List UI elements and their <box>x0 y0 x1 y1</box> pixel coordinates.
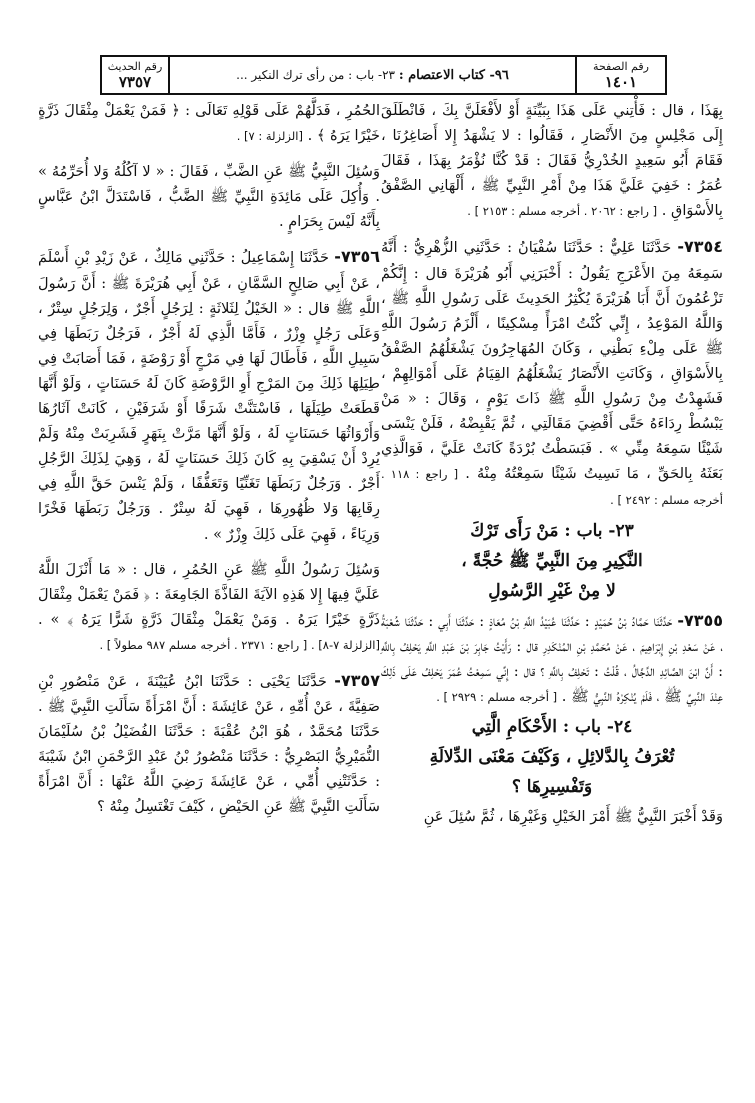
hadith-number-label: رقم الحديث <box>107 60 163 73</box>
hadith-text: حَدَّثَنَا حَمَّادُ بْنُ حُمَيْدٍ : حَدَّثَنَا عُبَيْدُ اللَّهِ بْنُ مُعَاذٍ : حَدَّثَنَا أَبِي : حَدَّثَنَا شُعْبَةُ ، عَنْ سَعْدِ بْنِ إِبْرَاهِيمَ ، عَنْ مُحَمَّدِ بْنِ المُنْكَدِرِ قال : رَأَيْتُ جَابِرَ بْنَ عَبْدِ اللَّهِ يَحْلِفُ بِاللَّهِ : أَنَّ ابْنَ الصَّائِدِ الدَّجَّالُ ، قُلْتُ : تَحْلِفُ بِاللَّهِ ؟ قال : إِنِّي سَمِعْتُ عُمَرَ يَحْلِفُ عَلَى ذَلِكَ عِنْدَ النَّبِيِّ ﷺ ، فَلَمْ يُنْكِرْهُ النَّبِيُّ ﷺ . <box>381 612 723 705</box>
page-number: ١٤٠١ <box>604 73 638 91</box>
paragraph <box>381 804 723 829</box>
paragraph <box>38 159 380 234</box>
paragraph-text: وَسُئِلَ رَسُولُ اللَّهِ ﷺ عَنِ الحُمُرِ ، قال : « مَا أَنْزَلَ اللَّهُ عَلَيَّ فِيهَا إِلا هَذِهِ الآيَةَ الفَاذَّةَ الجَامِعَةَ : ﴿ فَمَنْ يَعْمَلْ مِثْقَالَ ذَرَّةٍ خَيْرًا يَرَهُ . وَمَنْ يَعْمَلْ مِثْقَالَ ذَرَّةٍ شَرًّا يَرَهُ ﴾ » . <box>38 560 380 628</box>
paragraph-text: وَقَدْ أَخْبَرَ النَّبِيُّ ﷺ أَمْرَ الخَيْلِ وَغَيْرِهَا ، ثُمَّ سُئِلَ عَنِ <box>423 807 723 825</box>
hadith-number: ٧٣٥٧ <box>118 73 152 91</box>
book-title: ٩٦- كتاب الاعتصام : <box>398 68 509 83</box>
left-column <box>38 98 380 820</box>
paragraph <box>38 557 380 658</box>
hadith-number-label-7354: ٧٣٥٤- <box>677 237 724 257</box>
page-number-label: رقم الصفحة <box>593 60 649 73</box>
hadith-number-box <box>102 57 170 93</box>
hadith-number-label-7355: ٧٣٥٥- <box>677 610 724 630</box>
chapter-heading-line: ٢٣- باب : مَنْ رَأَى تَرْكَ <box>470 520 634 541</box>
reference: [ راجع : ٢٠٦٢ . أخرجه مسلم : ٢١٥٣ ] . <box>467 204 658 219</box>
chapter-heading-23 <box>381 516 723 606</box>
reference: [الزلزلة ٧-٨] . [ راجع : ٢٣٧١ . أخرجه مسلم ٩٨٧ مطولاً ] . <box>99 637 380 652</box>
hadith-text: حَدَّثَنَا إِسْمَاعِيلُ : حَدَّثَنِي مَالِكٌ ، عَنْ زَيْدِ بْنِ أَسْلَمَ ، عَنْ أَبِي صَالِحٍ السَّمَّانِ ، عَنْ أَبِي هُرَيْرَةَ ﷺ : أَنَّ رَسُولَ اللَّهِ ﷺ قال : « الخَيْلُ لِثَلاثَةٍ : لِرَجُلٍ أَجْرٌ ، وَلِرَجُلٍ سِتْرٌ ، وَعَلَى رَجُلٍ وِزْرٌ ، فَأَمَّا الَّذِي لَهُ أَجْرٌ ، فَرَجُلٌ رَبَطَهَا فِي سَبِيلِ اللَّهِ ، فَأَطَالَ لَهَا فِي مَرْجٍ أَوْ رَوْضَةٍ ، فَمَا أَصَابَتْ فِي طِيَلِهَا ذَلِكَ مِنَ المَرْجِ أَوِ الرَّوْضَةِ كَانَ لَهُ حَسَنَاتٍ ، وَلَوْ أَنَّهَا قَطَعَتْ طِيَلَهَا ، فَاسْتَنَّتْ شَرَفًا أَوْ شَرَفَيْنِ ، كَانَتْ آثَارُهَا وَأَرْوَاثُهَا حَسَنَاتٍ لَهُ ، وَلَوْ أَنَّهَا مَرَّتْ بِنَهَرٍ فَشَرِبَتْ مِنْهُ وَلَمْ يُرِدْ أَنْ يَسْقِيَ بِهِ كَانَ ذَلِكَ حَسَنَاتٍ لَهُ ، وَهِيَ لِذَلِكَ الرَّجُلِ أَجْرٌ . وَرَجُلٌ رَبَطَهَا تَغَنِّيًا وَتَعَفُّفًا ، وَلَمْ يَنْسَ حَقَّ اللَّهِ فِي رِقَابِهَا وَلا ظُهُورِهَا ، فَهِيَ لَهُ سِتْرٌ . وَرَجُلٌ رَبَطَهَا فَخْرًا وَرِيَاءً ، فَهِيَ عَلَى ذَلِكَ وِزْرٌ » . <box>38 249 380 543</box>
paragraph <box>381 98 723 224</box>
hadith-text: حَدَّثَنَا يَحْيَى : حَدَّثَنَا ابْنُ عُيَيْنَةَ ، عَنْ مَنْصُورِ بْنِ صَفِيَّةَ ، عَنْ أُمِّهِ ، عَنْ عَائِشَةَ : أَنَّ امْرَأَةً سَأَلَتِ النَّبِيَّ ﷺ . حَدَّثَنَا مُحَمَّدٌ ، هُوَ ابْنُ عُقْبَةَ : حَدَّثَنَا الفُضَيْلُ بْنُ سُلَيْمَانَ النُّمَيْرِيُّ البَصْرِيُّ : حَدَّثَنَا مَنْصُورُ بْنُ عَبْدِ الرَّحْمَنِ ابْنُ شَيْبَةَ : حَدَّثَتْنِي أُمِّي ، عَنْ عَائِشَةَ رَضِيَ اللَّهُ عَنْهَا : أَنَّ امْرَأَةً سَأَلَتِ النَّبِيَّ ﷺ عَنِ الحَيْضِ ، كَيْفَ تَغْتَسِلُ مِنْهُ ؟ <box>38 672 380 816</box>
hadith-7357 <box>38 668 380 820</box>
paragraph-text: الحُمُرِ ، فَدَلَّهُمْ عَلَى قَوْلِهِ تَعَالَى : ﴿ فَمَنْ يَعْمَلْ مِثْقَالَ ذَرَّةٍ خَيْرًا يَرَهُ ﴾ . <box>38 102 380 145</box>
paragraph <box>38 98 380 149</box>
hadith-7354 <box>381 234 723 513</box>
page-number-box <box>575 57 665 93</box>
chapter-heading-line: تُعْرَفُ بِالدَّلائِلِ ، وَكَيْفَ مَعْنَى الدِّلالَةِ <box>429 746 675 767</box>
running-title <box>172 57 573 93</box>
paragraph-text: وَسُئِلَ النَّبِيُّ ﷺ عَنِ الضَّبِّ ، فَقَالَ : « لا آكُلُهُ وَلا أُحَرِّمُهُ » . وَأُكِلَ عَلَى مَائِدَةِ النَّبِيِّ ﷺ الضَّبُّ ، فَاسْتَدَلَّ ابْنُ عَبَّاسٍ بِأَنَّهُ لَيْسَ بِحَرَامٍ . <box>38 163 380 231</box>
chapter-heading-line: وَتَفْسِيرِهَا ؟ <box>511 776 593 797</box>
reference: [ راجع : ١١٨ . أخرجه مسلم : ٢٤٩٢ ] . <box>381 467 723 508</box>
reference: [ أخرجه مسلم : ٢٩٢٩ ] . <box>436 689 558 704</box>
hadith-number-label-7357: ٧٣٥٧- <box>334 670 380 690</box>
chapter-heading-line: ٢٤- باب : الأَحْكَامِ الَّتِي <box>471 716 633 737</box>
hadith-7355 <box>381 608 723 710</box>
reference: [الزلزلة : ٧] . <box>236 129 303 144</box>
page-header <box>100 55 667 95</box>
chapter-heading-line: النَّكِيرِ مِنَ النَّبِيِّ ﷺ حُجَّةً ، <box>461 550 643 571</box>
chapter-heading-line: لا مِنْ غَيْرِ الرَّسُولِ <box>488 580 616 601</box>
hadith-text: حَدَّثَنَا عَلِيٌّ : حَدَّثَنَا سُفْيَانُ : حَدَّثَنِي الزُّهْرِيُّ : أَنَّهُ سَمِعَهُ مِنَ الأَعْرَجِ يَقُولُ : أَخْبَرَنِي أَبُو هُرَيْرَةَ قال : إِنَّكُمْ تَزْعُمُونَ أَنَّ أَبَا هُرَيْرَةَ يُكْثِرُ الحَدِيثَ عَلَى رَسُولِ اللَّهِ ﷺ ، وَاللَّهُ المَوْعِدُ ، إِنِّي كُنْتُ امْرَأً مِسْكِينًا ، أَلْزَمُ رَسُولَ اللَّهِ ﷺ عَلَى مِلْءِ بَطْنِي ، وَكَانَ المُهَاجِرُونَ يَشْغَلُهُمُ الصَّفْقُ بِالأَسْوَاقِ ، وَكَانَتِ الأَنْصَارُ يَشْغَلُهُمُ القِيَامُ عَلَى أَمْوَالِهِمْ ، فَشَهِدْتُ مِنْ رَسُولِ اللَّهِ ﷺ ذَاتَ يَوْمٍ ، وَقَالَ : « مَنْ يَبْسُطْ رِدَاءَهُ حَتَّى أَقْضِيَ مَقَالَتِي ، ثُمَّ يَقْبِضْهُ ، فَلَنْ يَنْسَى شَيْئًا سَمِعَهُ مِنِّي » . فَبَسَطْتُ بُرْدَةً كَانَتْ عَلَيَّ ، فَوَالَّذِي بَعَثَهُ بِالحَقِّ ، مَا نَسِيتُ شَيْئًا سَمِعْتُهُ مِنْهُ . <box>381 239 723 483</box>
right-column <box>381 98 723 829</box>
hadith-7356 <box>38 244 380 546</box>
hadith-number-label-7356: ٧٣٥٦- <box>334 247 380 267</box>
paragraph-text: بِهَذَا ، قال : فَأْتِني عَلَى هَذَا بِبَيِّنَةٍ أَوْ لأَفْعَلَنَّ بِكَ ، فَانْطَلَقَ إِلَى مَجْلِسٍ مِنَ الأَنْصَارِ ، فَقَالُوا : لا يَشْهَدُ إِلا أَصَاغِرُنَا ، فَقَامَ أَبُو سَعِيدٍ الخُدْرِيُّ فَقَالَ : قَدْ كُنَّا نُؤْمَرُ بِهَذَا ، فَقَالَ عُمَرُ : خَفِيَ عَلَيَّ هَذَا مِنْ أَمْرِ النَّبِيِّ ﷺ ، أَلْهَانِي الصَّفْقُ بِالأَسْوَاقِ . <box>381 102 723 220</box>
chapter-heading-24 <box>381 712 723 802</box>
chapter-title: ٢٣- باب : من رأى ترك النكير ... <box>236 68 395 82</box>
